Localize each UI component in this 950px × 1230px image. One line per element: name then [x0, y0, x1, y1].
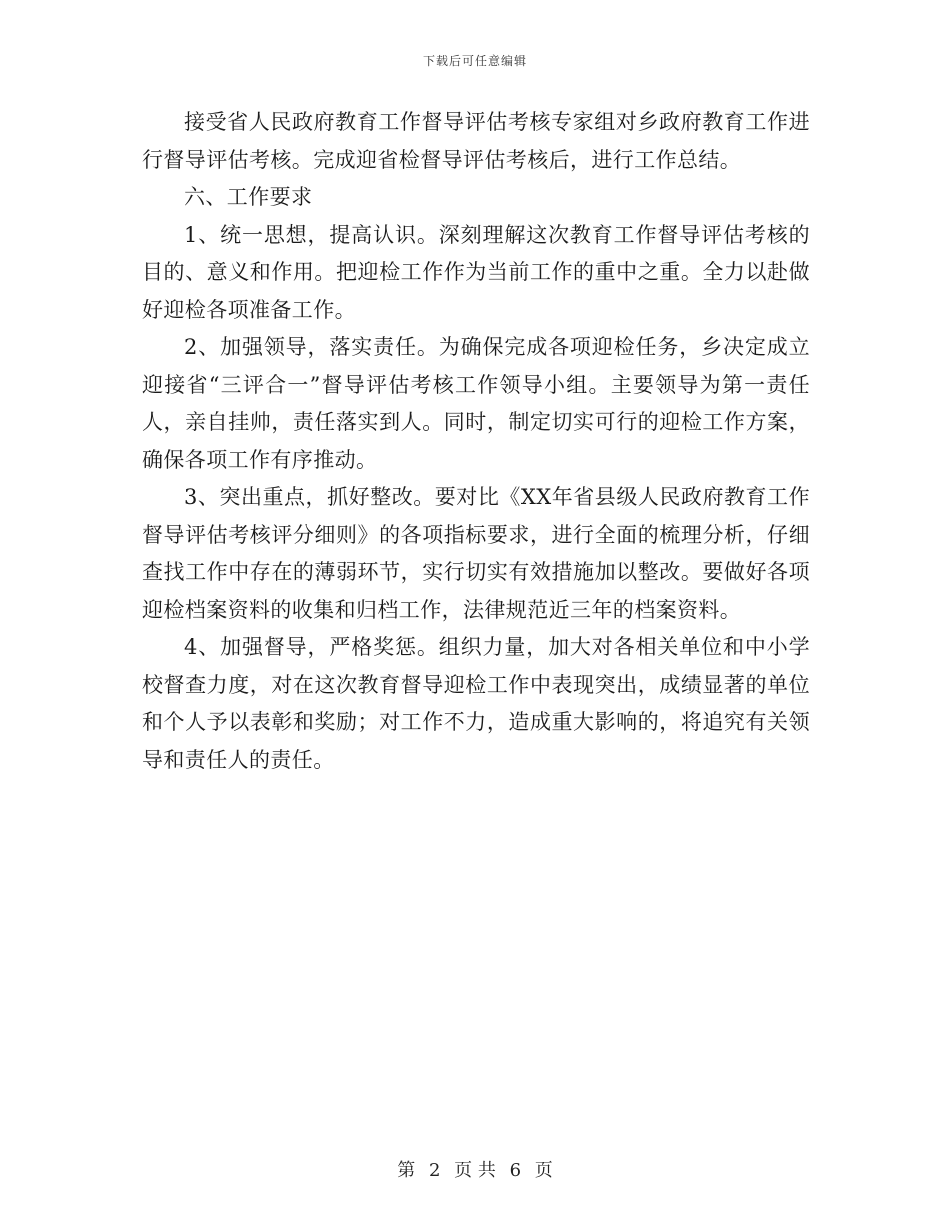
- current-page-number: 2: [428, 1160, 441, 1181]
- footer-suffix: 页: [534, 1160, 553, 1181]
- total-page-count: 6: [509, 1160, 522, 1181]
- paragraph-requirement-1: 1、统一思想，提高认识。深刻理解这次教育工作督导评估考核的目的、意义和作用。把迎检工作作为当前工作的重中之重。全力以赴做好迎检各项准备工作。: [142, 222, 810, 322]
- document-body: [142, 104, 810, 779]
- paragraph-requirement-3: 3、突出重点，抓好整改。要对比《XX年省县级人民政府教育工作督导评估考核评分细则》的各项指标要求，进行全面的梳理分析，仔细查找工作中存在的薄弱环节，实行切实有效措施加以整改。要做好各项迎检档案资料的收集和归档工作，法律规范近三年的档案资料。: [142, 485, 810, 622]
- section-heading: 六、工作要求: [184, 185, 313, 209]
- paragraph-requirement-4: 4、加强督导，严格奖惩。组织力量，加大对各相关单位和中小学校督查力度，对在这次教育督导迎检工作中表现突出，成绩显著的单位和个人予以表彰和奖励；对工作不力，造成重大影响的，将追究有关领导和责任人的责任。: [142, 635, 810, 772]
- page-header: 下载后可任意编辑: [422, 54, 527, 68]
- paragraph-requirement-2: 2、加强领导，落实责任。为确保完成各项迎检任务，乡决定成立迎接省“三评合一”督导评估考核工作领导小组。主要领导为第一责任人，亲自挂帅，责任落实到人。同时，制定切实可行的迎检工作方案，确保各项工作有序推动。: [142, 335, 810, 472]
- footer-middle: 页 共: [454, 1160, 496, 1181]
- paragraph-1: 接受省人民政府教育工作督导评估考核专家组对乡政府教育工作进行督导评估考核。完成迎省检督导评估考核后，进行工作总结。: [142, 110, 810, 172]
- page-footer: [0, 1156, 950, 1182]
- footer-prefix: 第: [397, 1160, 416, 1181]
